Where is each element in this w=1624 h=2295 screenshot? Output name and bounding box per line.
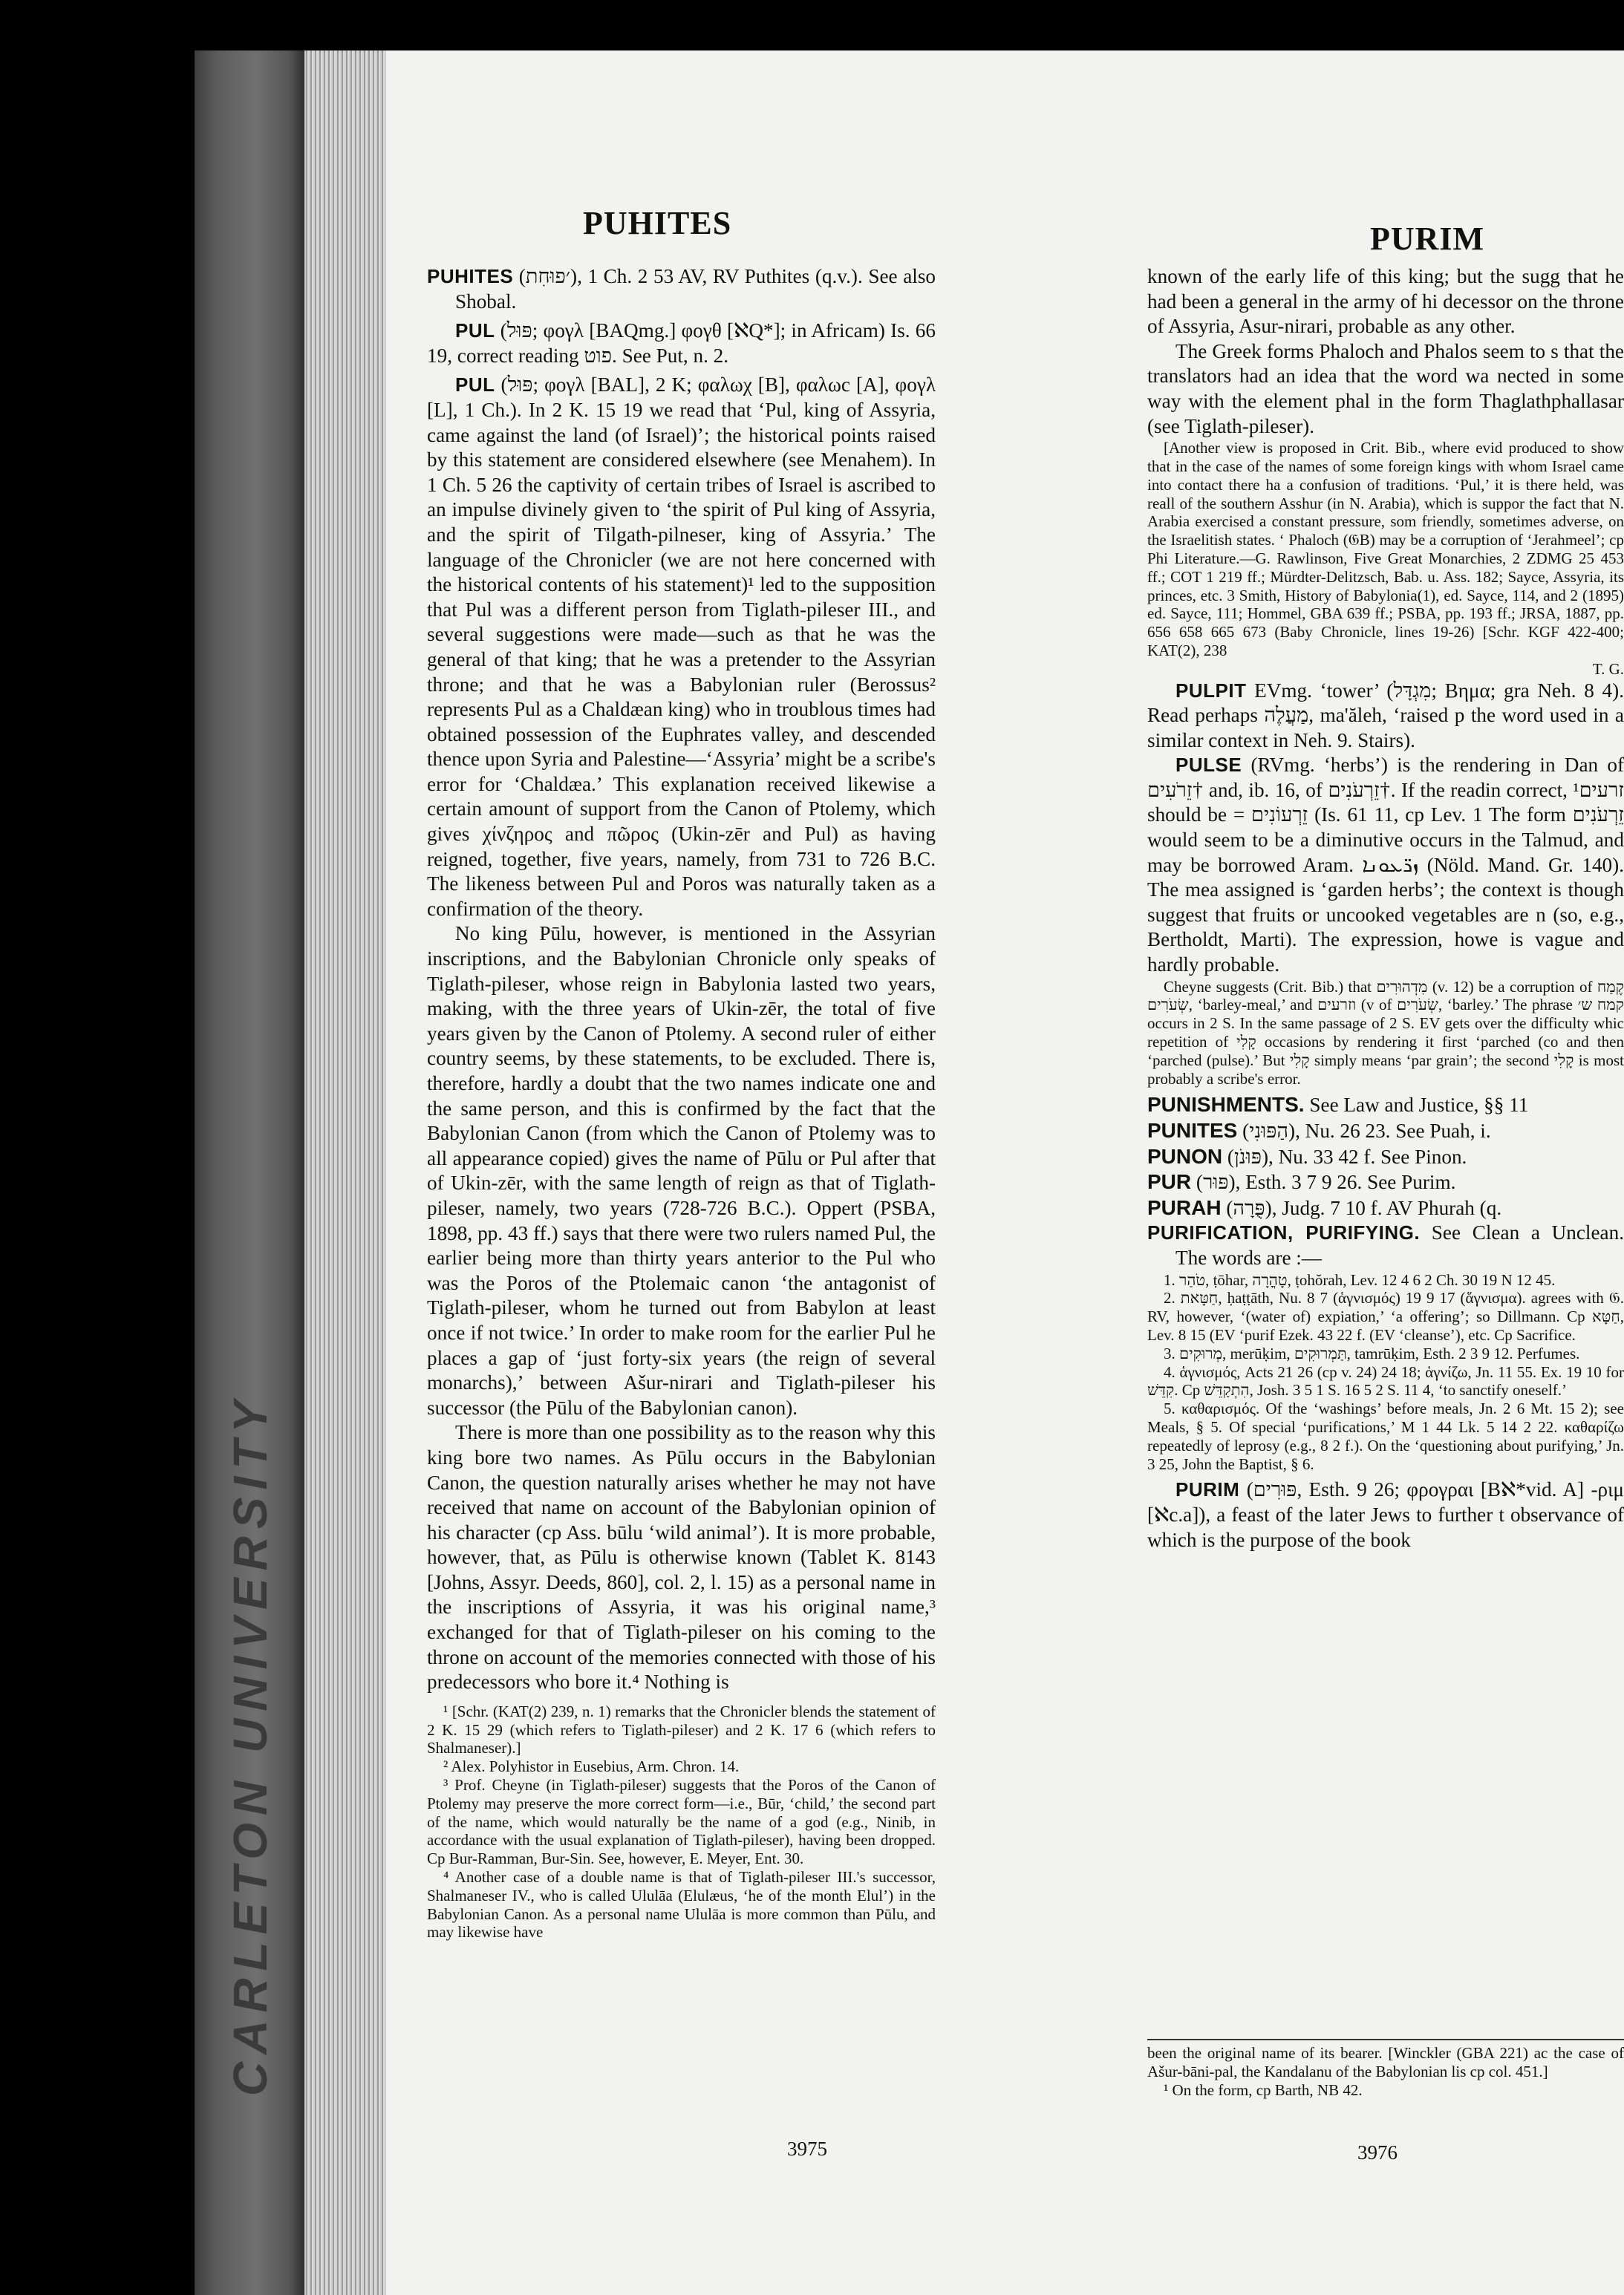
entry-text: (הַפּוּנִי), Nu. 26 23. See Puah, i.: [1242, 1120, 1491, 1143]
word-item: 2. חַטָּאת, ḥaṭṭāth, Nu. 8 7 (ἁγνισμός) 19 9 17 (ἅγνισμα). agrees with 𝔊. RV, however, ‘(water of) expiation,’ ‘a offering’; so Dillmann. Cp חַטָּא, Lev. 8 15 (EV ‘purif Ezek. 43 22 f. (EV ‘cleanse’), etc. Cp Sacrifice.: [1147, 1289, 1624, 1344]
entry-pur: [1147, 1169, 1624, 1195]
entry-text: (פּוּל; φογλ [BAL], 2 K; φαλωχ [B], φαλωc [A], φογλ [L], 1 Ch.). In 2 K. 15 19 we read that ‘Pul, king of Assyria, came against the land (of Israel)’; the historical points raised by this statement are considered elsewhere (see Menahem). In 1 Ch. 5 26 the captivity of certain tribes of Israel is ascribed to an impulse divinely given to ‘the spirit of Pul king of Assyria, and the spirit of Tilgath-pilneser, king of Assyria.’ The language of the Chronicler (we are not here concerned with the historical contents of his statement)¹ led to the supposition that Pul was a different person from Tiglath-pileser III., and several suggestions were made—such as that he was the general of that king; that he was a pretender to the Assyrian throne; and that he was a Babylonian ruler (Berossus² represents Pul as a Chaldæan king) who in troublous times had obtained possession of the Euphrates valley, and descended thence upon Syria and Palestine—‘Assyria’ might be a scribe's error for ‘Chaldæa.’ This explanation received likewise a certain amount of support from the Canon of Ptolemy, which gives χίνζηρος and πῶρος (Ukin-zēr and Pul) as having reigned, together, five years, namely, from 731 to 726 B.C. The likeness between Pul and Poros was naturally taken as a confirmation of the theory.: [427, 373, 936, 920]
entry-pulpit: [1147, 679, 1624, 754]
page-edges: [304, 50, 388, 2295]
entry-text: (RVmg. ‘herbs’) is the rendering in Dan of זֵרֹעִים† and, ib. 16, of זֵרְעֹנִים†. If the readin correct, זרעים¹ should be = זֵרְעוֹנִים (Is. 61 11, cp Lev. 1 The form זֵרְעֹנִים would seem to be a diminutive occurs in the Talmud, and may be borrowed Aram. ܙܪ̈ܥܘܢܐ (Nöld. Mand. Gr. 140). The mea assigned is ‘garden herbs’; the context is though suggest that fruits or uncooked vegetables are n (so, e.g., Bertholdt, Marti). The expression, howe is vague and hardly probable.: [1147, 754, 1624, 976]
footnote: been the original name of its bearer. [Winckler (GBA 221) ac the case of Ašur-bāni-pal, the Kandalanu of the Babylonian lis cp col. 451.]: [1147, 2044, 1624, 2080]
word-item: 4. ἁγνισμός, Acts 21 26 (cp v. 24) 24 18; ἁγνίζω, Jn. 11 55. Ex. 19 10 for קִדֵּשׁ. Cp הִתְקַדֵּשׁ, Josh. 3 5 1 S. 16 5 2 S. 11 4, ‘to sanctify oneself.’: [1147, 1362, 1624, 1400]
footnote: ³ Prof. Cheyne (in Tiglath-pileser) suggests that the Poros of the Canon of Ptolemy may preserve the more correct form—i.e., Būr, ‘child,’ the second part of the name, which would naturally be the name of a god (e.g., Ninib, in accordance with the usual explanation of Tiglath-pileser), having been dropped. Cp Bur-Ramman, Bur-Sin. See, however, E. Meyer, Ent. 30.: [427, 1776, 936, 1868]
entry-purah: [1147, 1195, 1624, 1221]
entry-punishments: [1147, 1092, 1624, 1118]
footnote: ⁴ Another case of a double name is that of Tiglath-pileser III.'s successor, Shalmaneser IV., who is called Ululāa (Elulæus, ‘he of the month Elul’) in the Babylonian Canon. As a personal name Ululāa is more common than Pūlu, and may likewise have: [427, 1868, 936, 1942]
note-text: [Another view is proposed in Crit. Bib., where evid produced to show that in the case of the names of some foreign kings with whom Israel came into contact there ha a confusion of traditions. ‘Pul,’ it is there held, was reall of the southern Asshur (in N. Arabia), which is suppor the fact that N. Arabia exercised a constant pressure, som friendly, sometimes adverse, on the Israelitish states. ‘ Phaloch (𝔊B) may be a corruption of ‘Jerahmeel’; cp Phi Literature.—G. Rawlinson, Five Great Monarchies, 2 ZDMG 25 453 ff.; COT 1 219 ff.; Mürdter-Delitzsch, Bab. u. Ass. 182; Sayce, Assyria, its princes, etc. 3 Smith, History of Babylonia(1), ed. Sayce, 114, and 2 (1895) ed. Sayce, 111; Hommel, GBA 639 ff.; PSBA, pp. 193 ff.; JRSA, 1887, pp. 656 658 665 673 (Baby Chronicle, lines 19-26) [Schr. KGF 422-400; KAT(2), 238: [1147, 439, 1624, 659]
entry-pul-2: [427, 373, 936, 921]
paragraph-no-king-pulu: [427, 921, 936, 1420]
paragraph-text: There is more than one possibility as to the reason why this king bore two names. As Pūlu occurs in the Babylonian Canon, the question naturally arises whether he may not have received that name on account of the Babylonian opinion of his character (cp Ass. būlu ‘wild animal’). It is more probable, however, that, as Pūlu is otherwise known (Tablet K. 8143 [Johns, Assyr. Deeds, 860], col. 2, l. 15) as a personal name in the inscriptions of Assyria, it was his original name,³ exchanged for that of Tiglath-pileser on his coming to the throne on account of the memories connected with those of his predecessors who bore it.⁴ Nothing is: [427, 1421, 936, 1694]
entry-text: (פּוּרִים, Esth. 9 26; φρογραι [Bℵ*vid. A] -ριμ [ℵc.a]), a feast of the later Jews to further t observance of which is the purpose of the book: [1147, 1478, 1624, 1551]
left-page-number: 3975: [787, 2138, 827, 2160]
entry-text: (פּוּר), Esth. 3 7 9 26. See Purim.: [1196, 1171, 1456, 1194]
entry-head: PUNISHMENTS.: [1147, 1093, 1305, 1117]
footnote: ¹ [Schr. (KAT(2) 239, n. 1) remarks that the Chronicler blends the statement of 2 K. 15 29 (which refers to Tiglath-pileser) and 2 K. 17 6 (which refers to Shalmaneser).]: [427, 1702, 936, 1757]
entry-head: PUNON: [1147, 1144, 1223, 1168]
word-item: 1. טֹהַר, ṭōhar, טָהֳרָה, ṭohŏrah, Lev. 12 4 6 2 Ch. 30 19 N 12 45.: [1164, 1270, 1556, 1289]
purification-word-list: [1147, 1271, 1624, 1474]
left-footnotes: [427, 1703, 936, 1942]
right-running-head: PURIM: [1370, 221, 1485, 257]
spine-library-stamp: [195, 1262, 306, 2227]
entry-punon: [1147, 1144, 1624, 1170]
entry-text: See Clean a Unclean. The words are :—: [1175, 1221, 1624, 1269]
entry-text: EVmg. ‘tower’ (מִגְדָּל; Βημα; gra Neh. 8 4). Read perhaps מַעֲלֶה, ma'ăleh, ‘raised p the word used in a similar context in Neh. 9. Stairs).: [1147, 679, 1624, 751]
entry-head: PURIFICATION, PURIFYING.: [1147, 1221, 1421, 1244]
footnote-divider: [1147, 2039, 1624, 2040]
paragraph-continuation: known of the early life of this king; but the sugg that he had been a general in the army of hi decessor on the throne of Assyria, Asur-nirari, probable as any other.: [1147, 265, 1624, 338]
entry-head: PULSE: [1175, 754, 1242, 777]
left-running-head: PUHITES: [583, 205, 732, 241]
entry-head: PUL: [455, 373, 495, 396]
entry-purim: [1147, 1478, 1624, 1553]
scanned-page: [386, 50, 1624, 2295]
paragraph-two-names: [427, 1420, 936, 1695]
entry-head: PURAH: [1147, 1195, 1222, 1219]
entry-head: PUL: [455, 319, 495, 342]
entry-text: See Law and Justice, §§ 11: [1309, 1094, 1529, 1117]
word-item: 3. מְרוּקִים, merūḳim, תַּמְרוּקִים, tamrūḳim, Esth. 2 3 9 12. Perfumes.: [1164, 1344, 1580, 1362]
note-another-view: [1147, 439, 1624, 678]
word-item: 5. καθαρισμός. Of the ‘washings’ before meals, Jn. 2 6 Mt. 15 2); see Meals, § 5. Of special ‘purifications,’ M 1 44 Lk. 5 14 2 22. καθαρίζω repeatedly of leprosy (e.g., 8 2 f.). On the ‘questioning about purifying,’ Jn. 3 25, John the Baptist, § 6.: [1147, 1400, 1624, 1473]
spine-stamp-text: CARLETON UNIVERSITY: [224, 1393, 277, 2097]
entry-head: PURIM: [1175, 1478, 1240, 1501]
entry-head: PUHITES: [427, 265, 514, 287]
entry-punites: [1147, 1118, 1624, 1144]
paragraph-greek-forms: The Greek forms Phaloch and Phalos seem to s that the translators had an idea that the word wa nected in some way with the element phal in the form Thaglathphallasar (see Tiglath-pileser).: [1147, 339, 1624, 437]
right-page-number: 3976: [1357, 2141, 1398, 2164]
note-cheyne: [1147, 978, 1624, 1088]
entry-head: PULPIT: [1175, 679, 1247, 702]
footnote: ¹ On the form, cp Barth, NB 42.: [1164, 2080, 1363, 2099]
entry-puhites: [427, 264, 936, 314]
entry-text: (פּוּל; φογλ [BAQmg.] φογθ [ℵQ*]; in Africam) Is. 66 19, correct reading פוט. See Put, n. 2.: [427, 319, 936, 367]
entry-head: PUR: [1147, 1170, 1192, 1194]
note-text: Cheyne suggests (Crit. Bib.) that מִדְהוּרִים (v. 12) be a corruption of קֶמַח שְׂעֹרִים, ‘barley-meal,’ and וזרעים (v of שְׂעֹרִים, ‘barley.’ The phrase קמח ש׳ occurs in 2 S. In the same passage of 2 S. EV gets over the difficulty whic repetition of קָלִי occasions by rendering it first ‘parched (co and then ‘parched (pulse).’ But קָלִי simply means ‘par grain’; the second קָלִי is most probably a scribe's error.: [1147, 977, 1624, 1088]
entry-pulse: [1147, 753, 1624, 977]
entry-text: (פּוּנֹן), Nu. 33 42 f. See Pinon.: [1227, 1145, 1467, 1168]
entry-text: (פֻּרָה), Judg. 7 10 f. AV Phurah (q.: [1226, 1196, 1502, 1219]
footnotes: [1147, 2044, 1624, 2099]
left-column: [427, 264, 936, 1942]
paragraph-text: No king Pūlu, however, is mentioned in the Assyrian inscriptions, and the Babylonian Chronicle only speaks of Tiglath-pileser, whose reign in Babylonia lasted two years, making, with the three years of Ukin-zēr, the total of five years given by the Canon of Ptolemy. A second ruler of either country seems, by these statements, to be excluded. There is, therefore, hardly a doubt that the two names indicate one and the same person, and this is confirmed by the fact that the Babylonian Canon (from which the Canon of Ptolemy was to all appearance copied) gives the name of Pūlu or Pul after that of Ukin-zēr, with the same length of reign as that of Tiglath-pileser, namely, two years (728-726 B.C.). Oppert (PSBA, 1898, pp. 43 ff.) says that there were two rulers named Pul, the earlier being more than thirty years anterior to the Pul who was the Poros of the Ptolemaic canon ‘the antagonist of Tiglath-pileser, whom he turned out from Babylon at least once if not twice.’ In order to make room for the earlier Pul he places a gap of ‘just forty-six years (the reign of several monarchs),’ between Ašur-nirari and Tiglath-pileser his successor (the Pūlu of the Babylonian canon).: [427, 922, 936, 1419]
right-footnotes: [1147, 2044, 1624, 2099]
entry-head: PUNITES: [1147, 1119, 1238, 1143]
right-column: [1147, 264, 1624, 2135]
footnote: ² Alex. Polyhistor in Eusebius, Arm. Chron. 14.: [443, 1757, 740, 1776]
entry-pul-1: [427, 319, 936, 368]
author-signature: T. G.: [1592, 659, 1624, 678]
entry-text: (׳פוּחִת), 1 Ch. 2 53 AV, RV Puthites (q.v.). See also Shobal.: [455, 265, 936, 313]
entry-purification: [1147, 1221, 1624, 1270]
